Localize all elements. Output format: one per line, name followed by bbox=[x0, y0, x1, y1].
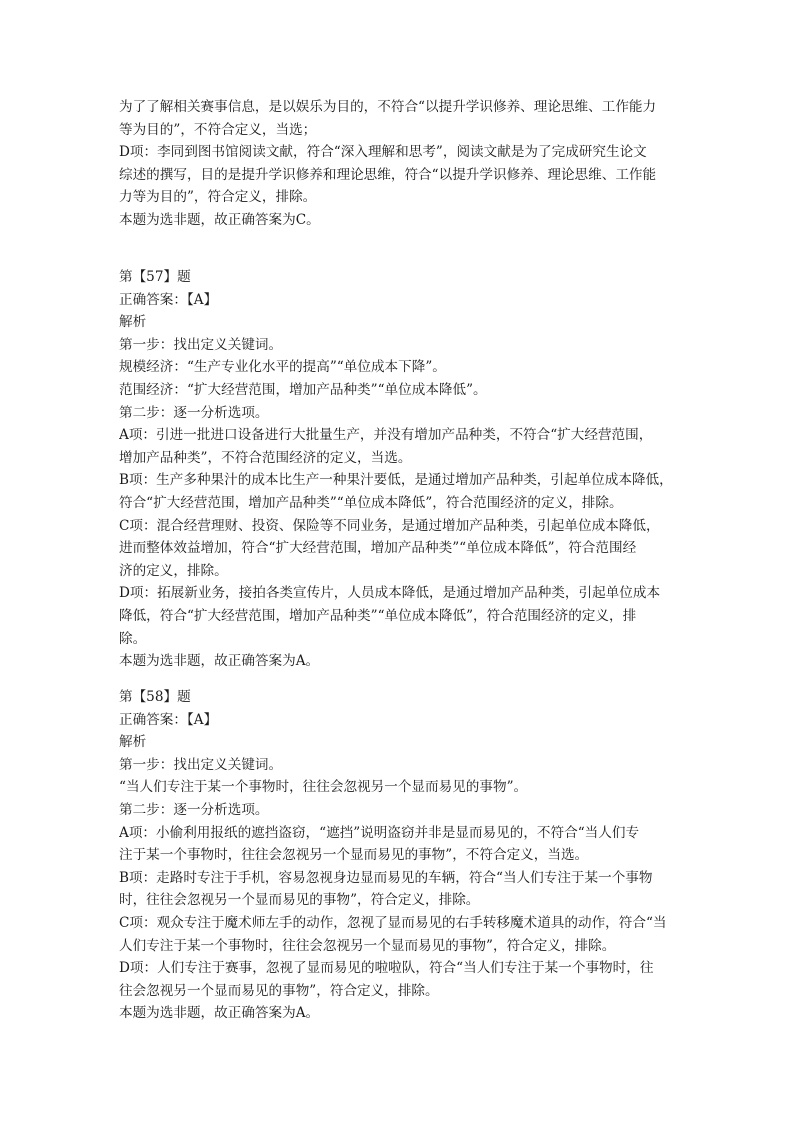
option-c-analysis: C项：混合经营理财、投资、保险等不同业务，是通过增加产品种类，引起单位成本降低， bbox=[119, 517, 660, 534]
answer-conclusion: 本题为选非题，故正确答案为C。 bbox=[119, 211, 320, 228]
option-d-analysis: 往会忽视另一个显而易见的事物”，符合定义，排除。 bbox=[119, 982, 439, 999]
step-one: 第一步：找出定义关键词。 bbox=[119, 336, 283, 353]
previous-question-tail bbox=[119, 96, 697, 232]
correct-answer: 正确答案：【A】 bbox=[119, 711, 218, 728]
option-b-analysis: 符合“扩大经营范围，增加产品种类”“单位成本降低”，符合范围经济的定义，排除。 bbox=[119, 494, 623, 511]
analysis-heading: 解析 bbox=[119, 314, 147, 331]
option-b-analysis: B项：走路时专注于手机，容易忽视身边显而易见的车辆，符合“当人们专注于某一个事物 bbox=[119, 869, 653, 886]
text-line: 力等为目的”，符合定义，排除。 bbox=[119, 189, 317, 206]
question-57-explanation bbox=[119, 266, 697, 673]
question-number-heading: 第【57】题 bbox=[119, 269, 191, 285]
option-d-analysis: 除。 bbox=[119, 630, 147, 647]
step-two: 第二步：逐一分析选项。 bbox=[119, 404, 269, 421]
text-line: 综述的撰写，目的是提升学识修养和理论思维，符合“以提升学识修养、理论思维、工作能 bbox=[119, 166, 657, 183]
option-a-analysis: 注于某一个事物时，往往会忽视另一个显而易见的事物”，不符合定义，当选。 bbox=[119, 847, 589, 864]
option-a-analysis: A项：小偷利用报纸的遮挡盗窃，“遮挡”说明盗窃并非是显而易见的，不符合“当人们专 bbox=[119, 824, 640, 841]
step-one: 第一步：找出定义关键词。 bbox=[119, 756, 283, 773]
option-c-analysis: 进而整体效益增加，符合“扩大经营范围，增加产品种类”“单位成本降低”，符合范围经 bbox=[119, 540, 637, 557]
analysis-heading: 解析 bbox=[119, 734, 147, 751]
answer-conclusion: 本题为选非题，故正确答案为A。 bbox=[119, 1005, 320, 1022]
question-58-explanation bbox=[119, 686, 697, 1025]
option-a-analysis: A项：引进一批进口设备进行大批量生产，并没有增加产品种类，不符合“扩大经营范围， bbox=[119, 427, 653, 444]
correct-answer: 正确答案：【A】 bbox=[119, 291, 218, 308]
option-d-analysis: D项：拓展新业务，接拍各类宣传片，人员成本降低，是通过增加产品种类，引起单位成本 bbox=[119, 585, 661, 602]
definition-keywords: 规模经济：“生产专业化水平的提高”“单位成本下降”。 bbox=[119, 359, 446, 376]
option-c-analysis: C项：观众专注于魔术师左手的动作，忽视了显而易见的右手转移魔术道具的动作，符合“当 bbox=[119, 914, 667, 931]
definition-keywords: 范围经济：“扩大经营范围，增加产品种类”“单位成本降低”。 bbox=[119, 381, 487, 398]
option-d-analysis: D项：人们专注于赛事，忽视了显而易见的啦啦队，符合“当人们专注于某一个事物时，往 bbox=[119, 960, 654, 977]
option-b-analysis: 时，往往会忽视另一个显而易见的事物”，符合定义，排除。 bbox=[119, 892, 480, 909]
step-two: 第二步：逐一分析选项。 bbox=[119, 801, 269, 818]
option-b-analysis: B项：生产多种果汁的成本比生产一种果汁要低，是通过增加产品种类，引起单位成本降低， bbox=[119, 472, 673, 489]
answer-conclusion: 本题为选非题，故正确答案为A。 bbox=[119, 653, 320, 670]
definition-keywords: “当人们专注于某一个事物时，往往会忽视另一个显而易见的事物”。 bbox=[119, 779, 528, 796]
option-c-analysis: 人们专注于某一个事物时，往往会忽视另一个显而易见的事物”，符合定义，排除。 bbox=[119, 937, 616, 954]
question-number-heading: 第【58】题 bbox=[119, 689, 191, 705]
text-line: 等为目的”，不符合定义，当选； bbox=[119, 121, 317, 138]
option-a-analysis: 增加产品种类”，不符合范围经济的定义，当选。 bbox=[119, 449, 412, 466]
option-c-analysis: 济的定义，排除。 bbox=[119, 562, 228, 579]
text-line: 为了了解相关赛事信息，是以娱乐为目的，不符合“以提升学识修养、理论思维、工作能力 bbox=[119, 99, 657, 115]
text-line: D项：李同到图书馆阅读文献，符合“深入理解和思考”，阅读文献是为了完成研究生论文 bbox=[119, 144, 647, 161]
option-d-analysis: 降低，符合“扩大经营范围，增加产品种类”“单位成本降低”，符合范围经济的定义，排 bbox=[119, 607, 637, 624]
